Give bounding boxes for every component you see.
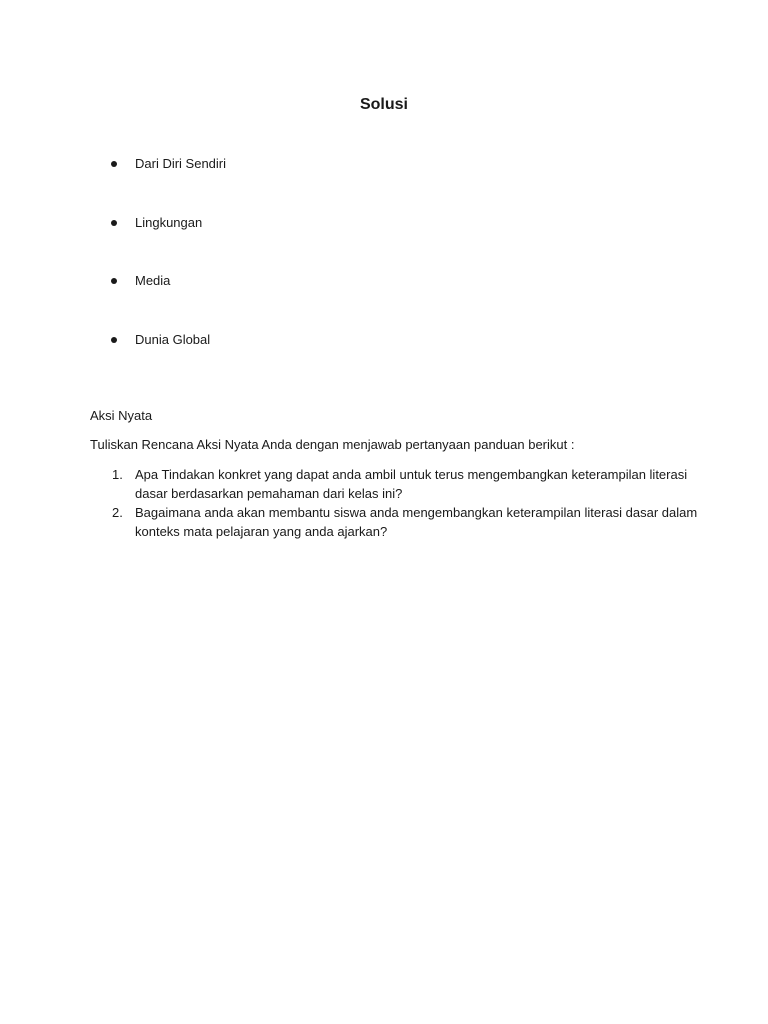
action-heading: Aksi Nyata [90,408,153,423]
instruction-text: Tuliskan Rencana Aksi Nyata Anda dengan menjawab pertanyaan panduan berikut : [90,437,575,452]
question-number: 2. [112,505,123,520]
question-text: Bagaimana anda akan membantu siswa anda mengembangkan keterampilan literasi dasar dalam konteks mata pelajaran yang anda ajarkan? [135,505,698,539]
question-number: 1. [112,467,123,482]
list-item-label: Dari Diri Sendiri [135,156,227,171]
bullet-icon [111,337,117,343]
bullet-icon [111,220,117,226]
list-item-label: Lingkungan [135,214,203,230]
question-item [108,503,698,541]
list-item-label: Dunia Global [135,331,211,347]
bullet-icon [111,278,117,284]
bullet-icon [111,161,117,167]
page-title: Solusi [359,96,408,113]
questions-list [108,465,698,541]
question-item [108,465,698,503]
question-text: Apa Tindakan konkret yang dapat anda ambil untuk terus mengembangkan keterampilan literasi dasar berdasarkan pemahaman dari kelas ini? [135,467,688,501]
list-item-label: Media [135,273,171,288]
